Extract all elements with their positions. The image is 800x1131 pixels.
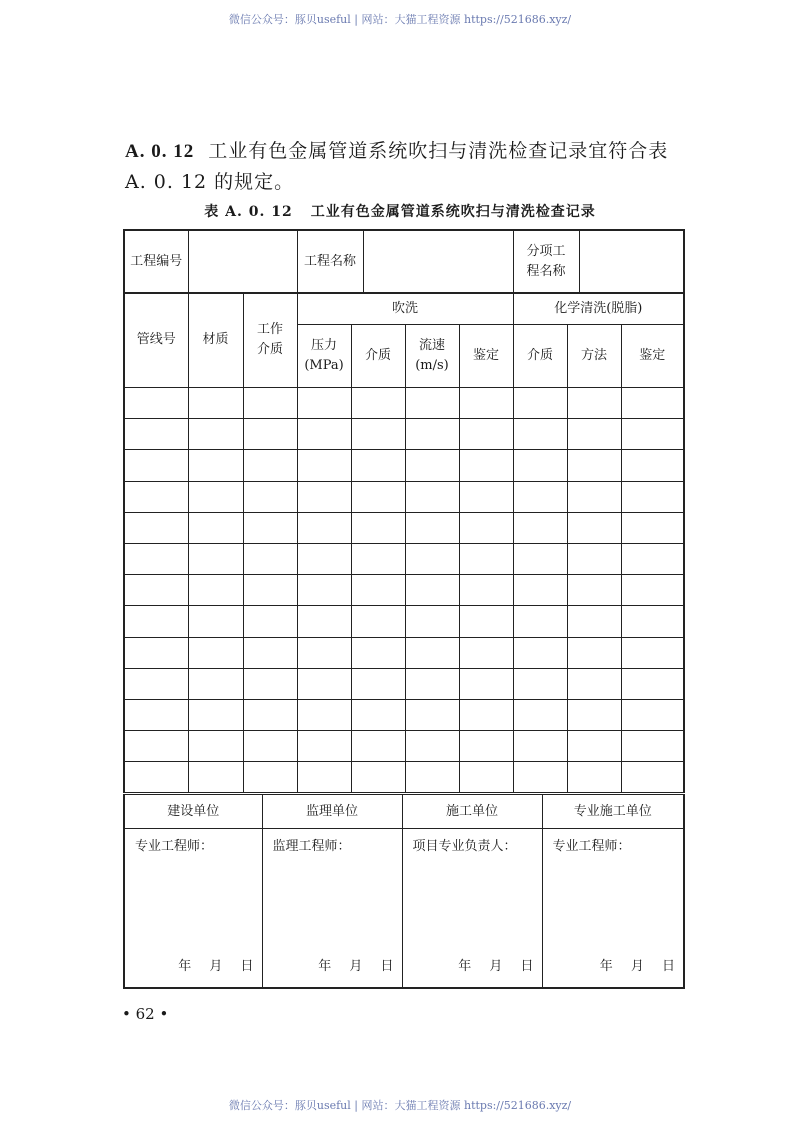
table-cell[interactable] xyxy=(124,419,188,450)
table-cell[interactable] xyxy=(351,731,405,762)
table-cell[interactable] xyxy=(188,512,243,543)
table-cell[interactable] xyxy=(405,419,459,450)
table-row xyxy=(124,668,684,699)
table-cell[interactable] xyxy=(297,575,351,606)
table-cell[interactable] xyxy=(124,637,188,668)
subproject-name-label: 分项工程名称 xyxy=(513,230,579,294)
table-cell[interactable] xyxy=(405,481,459,512)
table-cell[interactable] xyxy=(621,699,684,730)
table-cell[interactable] xyxy=(188,481,243,512)
flow-rate-header: 流速(m/s) xyxy=(405,325,459,388)
table-cell[interactable] xyxy=(243,606,297,637)
table-cell[interactable] xyxy=(188,762,243,793)
table-cell[interactable] xyxy=(188,388,243,419)
table-row xyxy=(124,419,684,450)
table-cell[interactable] xyxy=(297,668,351,699)
signer-label: 项目专业负责人： xyxy=(412,839,517,854)
table-row xyxy=(124,606,684,637)
signer-label: 专业工程师： xyxy=(135,839,214,854)
project-info-table xyxy=(123,229,685,294)
table-cell[interactable] xyxy=(621,419,684,450)
table-cell[interactable] xyxy=(351,668,405,699)
date-label: 年 月 日 xyxy=(458,959,534,974)
table-cell[interactable] xyxy=(351,699,405,730)
table-cell[interactable] xyxy=(621,637,684,668)
table-cell[interactable] xyxy=(459,419,513,450)
table-cell[interactable] xyxy=(459,543,513,574)
table-cell[interactable] xyxy=(297,512,351,543)
table-cell[interactable] xyxy=(297,731,351,762)
table-cell[interactable] xyxy=(243,512,297,543)
table-cell[interactable] xyxy=(297,762,351,793)
table-cell[interactable] xyxy=(513,606,567,637)
unit-name: 专业施工单位 xyxy=(542,795,684,829)
table-cell[interactable] xyxy=(567,450,621,481)
table-cell[interactable] xyxy=(567,512,621,543)
signer-label: 监理工程师： xyxy=(272,839,351,854)
inspection-table xyxy=(123,292,685,793)
table-cell[interactable] xyxy=(243,419,297,450)
blowing-group-header: 吹洗 xyxy=(297,293,513,325)
table-cell[interactable] xyxy=(297,450,351,481)
table-cell[interactable] xyxy=(513,575,567,606)
table-cell[interactable] xyxy=(188,450,243,481)
table-cell[interactable] xyxy=(459,762,513,793)
table-cell[interactable] xyxy=(567,419,621,450)
table-cell[interactable] xyxy=(405,668,459,699)
table-cell[interactable] xyxy=(405,543,459,574)
table-cell[interactable] xyxy=(567,699,621,730)
table-cell[interactable] xyxy=(124,512,188,543)
material-header: 材质 xyxy=(188,293,243,388)
table-cell[interactable] xyxy=(124,575,188,606)
table-cell[interactable] xyxy=(621,606,684,637)
project-name-field[interactable] xyxy=(363,230,513,294)
table-cell[interactable] xyxy=(188,543,243,574)
table-cell[interactable] xyxy=(351,575,405,606)
signature-cell[interactable] xyxy=(402,829,542,989)
table-cell[interactable] xyxy=(243,762,297,793)
table-cell[interactable] xyxy=(513,481,567,512)
table-cell[interactable] xyxy=(405,606,459,637)
blowing-medium-header: 介质 xyxy=(351,325,405,388)
table-cell[interactable] xyxy=(124,543,188,574)
table-cell[interactable] xyxy=(459,731,513,762)
table-cell[interactable] xyxy=(188,419,243,450)
table-cell[interactable] xyxy=(621,450,684,481)
table-cell[interactable] xyxy=(188,699,243,730)
chemical-verdict-header: 鉴定 xyxy=(621,325,684,388)
table-cell[interactable] xyxy=(405,762,459,793)
table-cell[interactable] xyxy=(621,512,684,543)
table-number: 表 A. 0. 12 xyxy=(204,204,293,220)
unit-name: 建设单位 xyxy=(124,795,262,829)
table-cell[interactable] xyxy=(459,512,513,543)
table-cell[interactable] xyxy=(297,543,351,574)
subproject-name-field[interactable] xyxy=(579,230,684,294)
pressure-header: 压力(MPa) xyxy=(297,325,351,388)
table-cell[interactable] xyxy=(459,606,513,637)
table-cell[interactable] xyxy=(621,543,684,574)
table-cell[interactable] xyxy=(621,731,684,762)
table-cell[interactable] xyxy=(459,481,513,512)
table-cell[interactable] xyxy=(124,606,188,637)
table-cell[interactable] xyxy=(405,699,459,730)
table-cell[interactable] xyxy=(513,512,567,543)
table-cell[interactable] xyxy=(513,388,567,419)
signature-cell[interactable] xyxy=(542,829,684,989)
table-cell[interactable] xyxy=(567,731,621,762)
table-cell[interactable] xyxy=(243,450,297,481)
signature-cell[interactable] xyxy=(262,829,402,989)
table-cell[interactable] xyxy=(459,450,513,481)
date-label: 年 月 日 xyxy=(178,959,254,974)
watermark-top: 微信公众号：豚贝useful | 网站：大猫工程资源 https://521686.xyz/ xyxy=(228,13,572,26)
table-cell[interactable] xyxy=(297,388,351,419)
table-row xyxy=(124,481,684,512)
table-cell[interactable] xyxy=(405,450,459,481)
table-cell[interactable] xyxy=(188,668,243,699)
table-cell[interactable] xyxy=(243,575,297,606)
table-cell[interactable] xyxy=(459,575,513,606)
table-cell[interactable] xyxy=(188,606,243,637)
table-cell[interactable] xyxy=(405,731,459,762)
table-row xyxy=(124,450,684,481)
table-cell[interactable] xyxy=(621,575,684,606)
table-cell[interactable] xyxy=(459,668,513,699)
table-row xyxy=(124,512,684,543)
table-cell[interactable] xyxy=(243,637,297,668)
table-cell[interactable] xyxy=(405,388,459,419)
table-title: 工业有色金属管道系统吹扫与清洗检查记录 xyxy=(310,204,596,220)
table-cell[interactable] xyxy=(351,637,405,668)
table-cell[interactable] xyxy=(297,699,351,730)
signature-cell[interactable] xyxy=(124,829,262,989)
table-cell[interactable] xyxy=(124,668,188,699)
table-cell[interactable] xyxy=(405,512,459,543)
table-cell[interactable] xyxy=(567,575,621,606)
table-cell[interactable] xyxy=(513,731,567,762)
table-cell[interactable] xyxy=(621,388,684,419)
table-cell[interactable] xyxy=(621,668,684,699)
table-cell[interactable] xyxy=(124,388,188,419)
table-row xyxy=(124,731,684,762)
table-cell[interactable] xyxy=(243,731,297,762)
table-cell[interactable] xyxy=(513,450,567,481)
chemical-method-header: 方法 xyxy=(567,325,621,388)
table-cell[interactable] xyxy=(297,419,351,450)
table-cell[interactable] xyxy=(513,762,567,793)
table-cell[interactable] xyxy=(567,637,621,668)
table-cell[interactable] xyxy=(188,575,243,606)
table-cell[interactable] xyxy=(297,637,351,668)
table-cell[interactable] xyxy=(297,606,351,637)
table-cell[interactable] xyxy=(567,606,621,637)
table-cell[interactable] xyxy=(243,388,297,419)
table-row xyxy=(124,699,684,730)
table-cell[interactable] xyxy=(513,637,567,668)
table-cell[interactable] xyxy=(243,668,297,699)
working-medium-header: 工作介质 xyxy=(243,293,297,388)
table-cell[interactable] xyxy=(243,699,297,730)
table-cell[interactable] xyxy=(124,762,188,793)
table-cell[interactable] xyxy=(243,543,297,574)
table-cell[interactable] xyxy=(124,699,188,730)
table-cell[interactable] xyxy=(243,481,297,512)
table-cell[interactable] xyxy=(621,481,684,512)
table-cell[interactable] xyxy=(405,575,459,606)
table-cell[interactable] xyxy=(351,481,405,512)
table-cell[interactable] xyxy=(459,637,513,668)
table-row xyxy=(124,543,684,574)
clause-paragraph xyxy=(125,136,695,197)
table-cell[interactable] xyxy=(351,606,405,637)
table-cell[interactable] xyxy=(124,450,188,481)
blowing-verdict-header: 鉴定 xyxy=(459,325,513,388)
table-cell[interactable] xyxy=(459,699,513,730)
project-no-label: 工程编号 xyxy=(124,230,188,294)
table-cell[interactable] xyxy=(351,450,405,481)
signature-table xyxy=(123,794,685,989)
table-cell[interactable] xyxy=(459,388,513,419)
table-cell[interactable] xyxy=(513,668,567,699)
table-row xyxy=(124,575,684,606)
table-cell[interactable] xyxy=(513,699,567,730)
project-name-label: 工程名称 xyxy=(297,230,363,294)
unit-name: 施工单位 xyxy=(402,795,542,829)
table-cell[interactable] xyxy=(188,637,243,668)
table-cell[interactable] xyxy=(351,762,405,793)
table-cell[interactable] xyxy=(124,731,188,762)
table-cell[interactable] xyxy=(567,762,621,793)
chemical-group-header: 化学清洗(脱脂) xyxy=(513,293,684,325)
table-cell[interactable] xyxy=(297,481,351,512)
signer-label: 专业工程师： xyxy=(552,839,631,854)
clause-number: A. 0. 12 xyxy=(125,141,195,162)
table-caption xyxy=(0,201,800,221)
table-cell[interactable] xyxy=(567,481,621,512)
table-cell[interactable] xyxy=(351,419,405,450)
table-cell[interactable] xyxy=(351,388,405,419)
unit-name: 监理单位 xyxy=(262,795,402,829)
table-row xyxy=(124,762,684,793)
page-number: • 62 • xyxy=(122,1005,169,1023)
table-cell[interactable] xyxy=(351,543,405,574)
date-label: 年 月 日 xyxy=(318,959,394,974)
table-cell[interactable] xyxy=(567,668,621,699)
table-cell[interactable] xyxy=(567,388,621,419)
table-cell[interactable] xyxy=(124,481,188,512)
project-no-field[interactable] xyxy=(188,230,297,294)
table-cell[interactable] xyxy=(188,731,243,762)
table-row xyxy=(124,388,684,419)
table-cell[interactable] xyxy=(567,543,621,574)
watermark-bottom: 微信公众号：豚贝useful | 网站：大猫工程资源 https://521686.xyz/ xyxy=(228,1099,572,1112)
table-row xyxy=(124,637,684,668)
date-label: 年 月 日 xyxy=(599,959,675,974)
pipeline-no-header: 管线号 xyxy=(124,293,188,388)
table-cell[interactable] xyxy=(405,637,459,668)
table-cell[interactable] xyxy=(513,543,567,574)
chemical-medium-header: 介质 xyxy=(513,325,567,388)
table-cell[interactable] xyxy=(513,419,567,450)
table-cell[interactable] xyxy=(621,762,684,793)
clause-text: 工业有色金属管道系统吹扫与清洗检查记录宜符合表 A. 0. 12 的规定。 xyxy=(125,140,669,193)
table-cell[interactable] xyxy=(351,512,405,543)
